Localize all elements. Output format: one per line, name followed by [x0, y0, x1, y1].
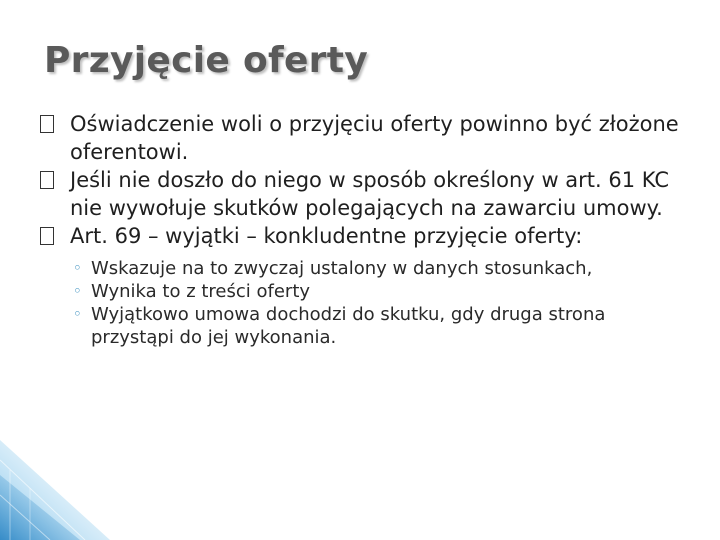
sub-bullet-text: Wskazuje na to zwyczaj ustalony w danych stosunkach, — [91, 258, 593, 279]
bullet-item — [40, 166, 690, 222]
bullet-text: Oświadczenie woli o przyjęciu oferty powinno być złożone oferentowi. — [70, 112, 679, 164]
sub-bullet-item — [40, 280, 690, 303]
ring-bullet-icon: ◦ — [73, 305, 82, 323]
bullet-item — [40, 110, 690, 166]
slide-content — [40, 110, 690, 349]
sub-bullet-text: Wynika to z treści oferty — [91, 281, 311, 302]
square-bullet-icon — [40, 171, 54, 189]
bullet-text: Jeśli nie doszło do niego w sposób określony w art. 61 KC nie wywołuje skutków polegających na zawarciu umowy. — [70, 168, 670, 220]
sub-bullet-item — [40, 303, 690, 349]
ring-bullet-icon: ◦ — [73, 259, 82, 277]
bullet-item — [40, 222, 690, 250]
sub-bullet-text: Wyjątkowo umowa dochodzi do skutku, gdy druga strona przystąpi do jej wykonania. — [91, 304, 606, 348]
ring-bullet-icon: ◦ — [73, 282, 82, 300]
sub-bullet-item — [40, 257, 690, 280]
slide-title: Przyjęcie oferty — [44, 40, 368, 81]
square-bullet-icon — [40, 115, 54, 133]
sub-bullet-list — [40, 257, 690, 349]
square-bullet-icon — [40, 227, 54, 245]
corner-decoration — [0, 400, 140, 540]
bullet-text: Art. 69 – wyjątki – konkludentne przyjęcie oferty: — [70, 224, 583, 248]
